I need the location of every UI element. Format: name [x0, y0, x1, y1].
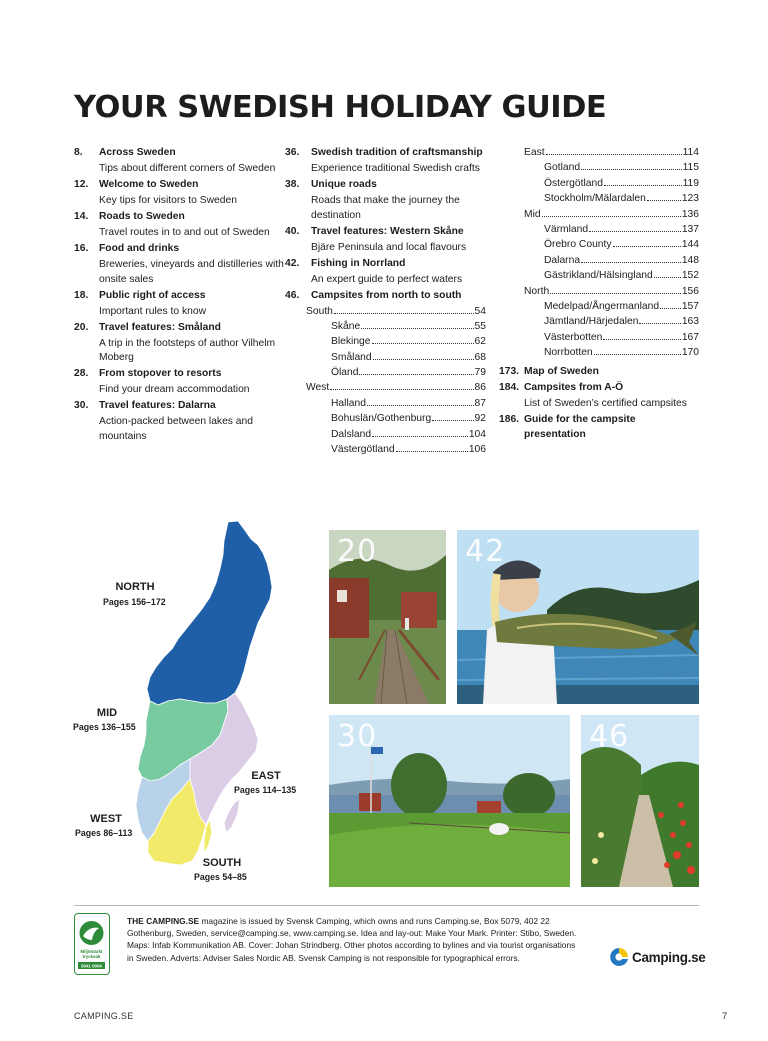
toc-entry-text: [311, 146, 486, 177]
toc-dot-leader: [647, 200, 681, 201]
region-north-pages: Pages 156–172: [103, 597, 166, 607]
toc-dot-leader: [581, 169, 682, 170]
toc-entry-heading: Campsites from A-Ö: [524, 382, 624, 394]
toc-dot-leader: [367, 405, 474, 406]
toc-line-label: West: [306, 382, 330, 394]
toc-entry-text: [99, 146, 284, 177]
toc-subregion-line: [285, 351, 486, 366]
photo-boardwalk: [329, 530, 446, 704]
toc-entry-description: A trip in the footsteps of author Vilhelm Moberg: [99, 337, 276, 363]
toc-entry-text: [99, 289, 284, 320]
toc-column-3: [499, 146, 699, 444]
toc-entry-text: [99, 210, 284, 241]
photo-pike-fishing: [457, 530, 699, 704]
toc-entry: [74, 210, 284, 241]
toc-entry: [74, 399, 284, 444]
toc-entry-text: [99, 367, 284, 398]
toc-dot-leader: [359, 374, 473, 375]
toc-entry-description: An expert guide to perfect waters: [311, 273, 463, 285]
toc-entry-page: 8.: [74, 147, 83, 158]
toc-line-page: 136: [681, 208, 699, 220]
toc-entry: [74, 242, 284, 287]
region-mid-pages: Pages 136–155: [73, 722, 136, 732]
toc-line-label: Småland: [331, 351, 372, 363]
toc-entry-heading: Roads to Sweden: [99, 211, 185, 222]
toc-entry-text: [311, 289, 486, 304]
toc-region-line: [285, 381, 486, 396]
toc-entry-page: 173.: [499, 366, 520, 378]
toc-entry-text: [311, 178, 486, 223]
toc-entry-heading: Guide for the campsite presentation: [524, 414, 636, 440]
toc-entry-text: [99, 399, 284, 444]
toc-entry-page: 186.: [499, 414, 520, 426]
toc-entry-heading: Food and drinks: [99, 243, 180, 254]
toc-entry-page: 40.: [285, 225, 300, 237]
toc-subregion-line: [285, 366, 486, 381]
toc-line-label: Bohuslän/Gothenburg: [331, 413, 432, 425]
toc-entry: [74, 146, 284, 177]
toc-dot-leader: [603, 339, 680, 340]
toc-line-label: Stockholm/Mälardalen: [544, 193, 646, 205]
toc-line-label: Skåne: [331, 320, 361, 332]
photo-boardwalk-page: 20: [337, 534, 378, 569]
toc-dot-leader: [372, 436, 468, 437]
toc-line-page: 148: [681, 254, 699, 266]
toc-dot-leader: [594, 354, 681, 355]
toc-line-label: Värmland: [544, 223, 589, 235]
footer-site: CAMPING.SE: [74, 1011, 134, 1021]
toc-entry-text: [311, 257, 486, 288]
toc-line-label: Gotland: [544, 162, 581, 174]
toc-subregion-line: [499, 254, 699, 269]
toc-entry: [74, 178, 284, 209]
toc-entry-description: Find your dream accommodation: [99, 384, 250, 395]
toc-entry-page: 16.: [74, 243, 89, 254]
toc-line-page: 55: [474, 320, 486, 332]
toc-dot-leader: [396, 451, 468, 452]
region-west-label: WEST: [90, 813, 122, 825]
toc-entry-heading: Travel features: Småland: [99, 321, 221, 333]
toc-dot-leader: [660, 308, 681, 309]
toc-line-page: 114: [682, 147, 699, 158]
toc-column-2: [285, 146, 486, 458]
toc-dot-leader: [373, 359, 474, 360]
toc-dot-leader: [604, 185, 682, 186]
toc-subregion-line: [499, 223, 699, 238]
toc-dot-leader: [361, 328, 473, 329]
toc-entry-description: List of Sweden’s certified campsites: [524, 398, 687, 410]
toc-subregion-line: [285, 397, 486, 412]
toc-entry-heading: Swedish tradition of craftsmanship: [311, 147, 483, 158]
footer-divider: [74, 905, 699, 906]
toc-entry-page: 12.: [74, 179, 89, 190]
toc-dot-leader: [550, 293, 681, 294]
toc-entry-description: Experience traditional Swedish crafts: [311, 163, 480, 174]
toc-entry-page: 18.: [74, 289, 89, 301]
toc-line-label: Mid: [524, 208, 541, 220]
toc-line-label: East: [524, 147, 545, 158]
toc-subregion-line: [285, 412, 486, 427]
toc-line-page: 163: [681, 316, 699, 328]
toc-line-page: 123: [681, 193, 699, 205]
toc-entry-page: 36.: [285, 147, 300, 158]
toc-entry-page: 42.: [285, 257, 300, 269]
toc-dot-leader: [639, 323, 680, 324]
toc-entry: [285, 257, 486, 288]
toc-line-label: Dalsland: [331, 428, 372, 440]
toc-subregion-line: [285, 335, 486, 350]
toc-line-label: Dalarna: [544, 254, 581, 266]
toc-subregion-line: [285, 443, 486, 458]
toc-dot-leader: [372, 343, 474, 344]
toc-line-label: Medelpad/Ångermanland: [544, 300, 660, 312]
toc-entry: [499, 413, 699, 442]
toc-subregion-line: [499, 238, 699, 253]
toc-dot-leader: [654, 277, 681, 278]
toc-line-label: Öland: [331, 367, 359, 379]
toc-entry: [74, 321, 284, 366]
page-number: 7: [722, 1011, 728, 1022]
region-mid-label: MID: [96, 707, 118, 719]
toc-entry-heading: Travel features: Dalarna: [99, 400, 216, 411]
ecolabel-line1: Miljömärkt: [80, 949, 103, 954]
toc-dot-leader: [330, 389, 473, 390]
toc-line-page: 62: [474, 336, 486, 348]
region-south-label: SOUTH: [202, 857, 242, 869]
toc-line-page: 152: [681, 270, 699, 282]
toc-column-1: [74, 146, 284, 446]
toc-entry: [74, 367, 284, 398]
toc-line-page: 54: [474, 305, 486, 317]
credits-body: magazine is issued by Svensk Camping, which owns and runs Camping.se, Box 5079, 402 22 Gothenburg, Sweden, service@camping.se, www.camping.se. Idea and lay-out: Make Your Mark. Printer: Stibo, Sweden. Maps: Infab Kommunikation AB. Cover: Johan Strindberg. Other photos according to bylines and via tourist organisations in Sweden. Adverts: Adviser Sales Nordic AB. Svensk Camping is not responsible for typographical errors.: [127, 916, 577, 963]
toc-line-page: 106: [468, 444, 486, 456]
toc-entry-page: 20.: [74, 321, 89, 333]
toc-line-page: 115: [682, 162, 699, 174]
toc-subregion-line: [499, 331, 699, 346]
toc-line-label: Jämtland/Härjedalen: [544, 316, 639, 328]
toc-subregion-line: [499, 192, 699, 207]
toc-entry-heading: Map of Sweden: [524, 366, 599, 378]
photo-pike-fishing-page: 42: [465, 534, 506, 569]
ecolabel-icon: [74, 913, 110, 975]
toc-line-page: 144: [681, 239, 699, 251]
toc-dot-leader: [613, 246, 681, 247]
toc-entry-heading: Unique roads: [311, 179, 377, 190]
toc-subregion-line: [499, 315, 699, 330]
toc-line-page: 157: [681, 300, 699, 312]
camping-logo-icon: [609, 946, 629, 968]
toc-entry-description: Action-packed between lakes and mountains: [99, 416, 253, 442]
toc-region-line: [285, 305, 486, 320]
toc-line-page: 119: [682, 177, 699, 189]
toc-entry: [499, 365, 699, 380]
toc-line-page: 79: [474, 367, 486, 379]
toc-entry-text: [524, 365, 699, 380]
toc-line-label: Gästrikland/Hälsingland: [544, 270, 653, 282]
toc-entry-description: Breweries, vineyards and distilleries with onsite sales: [99, 259, 284, 285]
toc-entry-description: Key tips for visitors to Sweden: [99, 195, 237, 206]
sweden-map-svg: [120, 517, 290, 887]
toc-entry-heading: Travel features: Western Skåne: [311, 225, 464, 237]
toc-line-label: South: [306, 305, 333, 317]
nordic-swan-icon: [75, 914, 108, 973]
toc-dot-leader: [589, 231, 681, 232]
ecolabel-line2: trycksak: [82, 954, 101, 959]
region-north-label: NORTH: [115, 581, 155, 593]
toc-entry: [499, 381, 699, 412]
sweden-region-map: [73, 517, 297, 887]
toc-line-page: 68: [474, 351, 486, 363]
toc-entry-heading: Welcome to Sweden: [99, 179, 199, 190]
toc-line-label: Västergötland: [331, 444, 395, 456]
toc-line-page: 87: [474, 397, 486, 409]
toc-subregion-line: [285, 320, 486, 335]
region-south-pages: Pages 54–85: [194, 872, 247, 882]
toc-line-label: Västerbotten: [544, 331, 603, 343]
toc-dot-leader: [432, 420, 473, 421]
toc-line-label: North: [524, 285, 550, 297]
camping-se-logo: [609, 946, 706, 968]
toc-entry-heading: Campsites from north to south: [311, 289, 462, 301]
toc-entry-heading: Across Sweden: [99, 147, 176, 158]
map-region-gotland: [224, 799, 240, 833]
toc-entry-page: 38.: [285, 179, 300, 190]
toc-dot-leader: [546, 154, 682, 155]
toc-subregion-line: [499, 346, 699, 361]
toc-line-label: Halland: [331, 397, 366, 409]
toc-line-page: 167: [681, 331, 699, 343]
toc-entry-text: [99, 178, 284, 209]
toc-entry-heading: From stopover to resorts: [99, 368, 222, 379]
toc-subregion-line: [499, 269, 699, 284]
toc-entry-text: [99, 321, 284, 366]
toc-entry-description: Bjäre Peninsula and local flavours: [311, 241, 467, 253]
toc-entry-text: [524, 381, 699, 412]
toc-entry-text: [99, 242, 284, 287]
photo-flower-path-page: 46: [589, 719, 630, 754]
toc-line-label: Blekinge: [331, 336, 371, 348]
page-title: YOUR SWEDISH HOLIDAY GUIDE: [74, 90, 607, 125]
toc-entry-page: 28.: [74, 368, 89, 379]
toc-line-page: 137: [681, 223, 699, 235]
toc-subregion-line: [499, 161, 699, 176]
toc-region-line: [499, 285, 699, 300]
toc-line-page: 86: [474, 382, 486, 394]
toc-entry: [285, 146, 486, 177]
logo-text: Camping.se: [632, 949, 706, 965]
toc-entry-text: [311, 225, 486, 256]
toc-entry-description: Important rules to know: [99, 305, 207, 317]
toc-entry-description: Tips about different corners of Sweden: [99, 163, 276, 174]
toc-entry-page: 46.: [285, 289, 300, 301]
toc-region-line: [499, 146, 699, 161]
toc-entry-text: [524, 413, 699, 442]
toc-entry: [74, 289, 284, 320]
toc-entry: [285, 178, 486, 223]
toc-entry-page: 14.: [74, 211, 89, 222]
toc-entry-description: Roads that make the journey the destination: [311, 195, 460, 221]
toc-line-page: 92: [474, 413, 486, 425]
toc-line-label: Östergötland: [544, 177, 603, 189]
toc-entry-heading: Fishing in Norrland: [311, 257, 406, 269]
region-east-pages: Pages 114–135: [234, 785, 297, 795]
toc-entry: [285, 289, 486, 304]
toc-subregion-line: [499, 177, 699, 192]
photo-flower-path: [581, 715, 699, 887]
toc-entry-heading: Public right of access: [99, 289, 206, 301]
toc-subregion-line: [285, 428, 486, 443]
toc-region-line: [499, 208, 699, 223]
toc-entry-page: 184.: [499, 382, 520, 394]
toc-line-page: 104: [468, 428, 486, 440]
toc-dot-leader: [542, 216, 681, 217]
region-east-label: EAST: [251, 770, 281, 782]
toc-line-label: Norrbotten: [544, 347, 593, 359]
toc-entry-description: Travel routes in to and out of Sweden: [99, 227, 270, 238]
credits-brand: THE CAMPING.SE: [127, 916, 200, 926]
photo-lake-meadow-page: 30: [337, 719, 378, 754]
credits-text: [127, 915, 582, 964]
map-region-north: [147, 521, 272, 705]
toc-entry: [285, 225, 486, 256]
region-west-pages: Pages 86–113: [75, 828, 133, 838]
toc-line-page: 156: [681, 285, 699, 297]
toc-entry-page: 30.: [74, 400, 89, 411]
toc-line-page: 170: [681, 347, 699, 359]
toc-dot-leader: [334, 313, 474, 314]
toc-subregion-line: [499, 300, 699, 315]
toc-dot-leader: [581, 262, 681, 263]
ecolabel-code: 5041 0004: [81, 963, 102, 969]
photo-lake-meadow: [329, 715, 570, 887]
toc-line-label: Örebro County: [544, 239, 612, 251]
